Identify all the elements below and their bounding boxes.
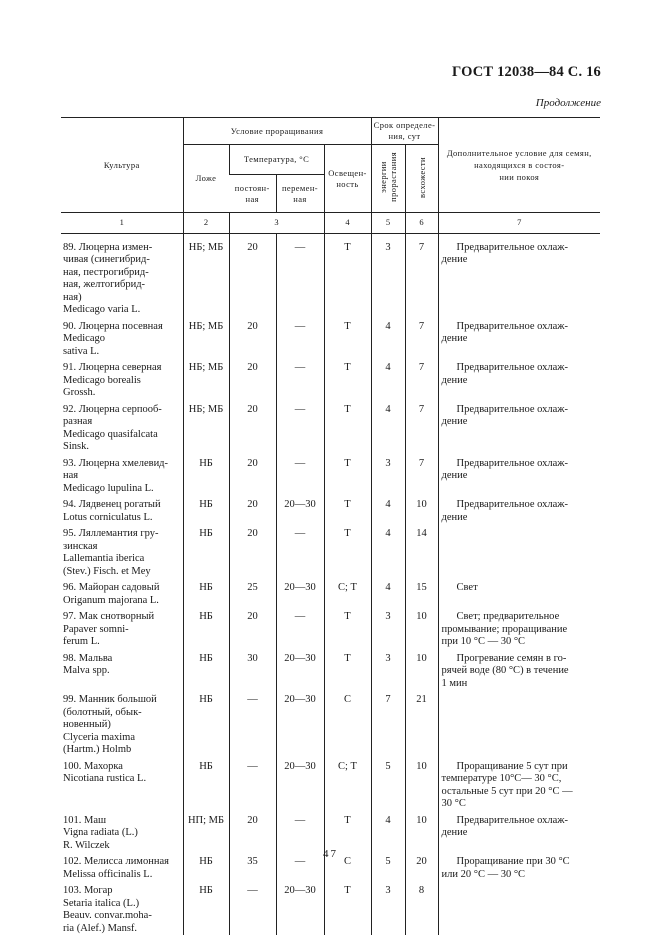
- note-line: дение: [441, 511, 468, 523]
- germination-cell: 8: [405, 881, 438, 935]
- culture-line: Medicago borealis: [63, 374, 141, 386]
- energy-cell: 3: [371, 649, 405, 691]
- alternating-cell: 20—30: [276, 757, 324, 811]
- alternating-cell: 20—30: [276, 881, 324, 935]
- alternating-cell: 20—30: [276, 578, 324, 607]
- culture-line: Medicago lupulina L.: [63, 482, 154, 494]
- header-conditions: Условие проращивания: [183, 118, 371, 145]
- culture-line: ria (Alef.) Mansf.: [63, 922, 138, 934]
- culture-line: Origanum majorana L.: [63, 594, 159, 606]
- note-line: Предварительное охлаж-: [456, 241, 569, 253]
- germination-cell: 14: [405, 524, 438, 578]
- culture-line: Grossh.: [63, 387, 96, 398]
- table-row: [61, 607, 600, 649]
- constant-cell: 20: [229, 454, 276, 496]
- alternating-cell: —: [276, 852, 324, 881]
- culture-line: Lotus corniculatus L.: [63, 511, 153, 523]
- bed-cell: НБ; МБ: [183, 317, 229, 359]
- note-line: Проращивание 5 сут при: [456, 760, 568, 772]
- culture-line: Malva spp.: [63, 665, 110, 676]
- note-line: Предварительное охлаж-: [456, 362, 569, 373]
- constant-cell: —: [229, 881, 276, 935]
- lighting-cell: Т: [324, 400, 371, 454]
- lighting-cell: Т: [324, 454, 371, 496]
- culture-line: Medicago quasifalcata: [63, 428, 158, 440]
- culture-line: 98. Мальва: [63, 652, 113, 664]
- note-line: температуре 10°С— 30 °С,: [441, 773, 562, 784]
- germination-cell: 7: [405, 233, 438, 317]
- culture-line: Medicago: [63, 333, 105, 344]
- energy-cell: 5: [371, 852, 405, 881]
- additional-condition-cell: [438, 233, 600, 317]
- energy-cell: 4: [371, 317, 405, 359]
- culture-line: ная, желтогибрид-: [63, 279, 146, 290]
- constant-cell: 20: [229, 358, 276, 400]
- bed-cell: НБ: [183, 881, 229, 935]
- bed-cell: НБ: [183, 852, 229, 881]
- bed-cell: НБ: [183, 454, 229, 496]
- constant-cell: 25: [229, 578, 276, 607]
- culture-cell: [61, 524, 183, 578]
- culture-line: 100. Махорка: [63, 760, 123, 772]
- column-number: 5: [371, 213, 405, 234]
- constant-cell: 20: [229, 317, 276, 359]
- culture-line: Lallemantia iberica: [63, 553, 145, 564]
- bed-cell: НБ: [183, 649, 229, 691]
- table-row: [61, 317, 600, 359]
- additional-condition-cell: [438, 881, 600, 935]
- culture-cell: [61, 317, 183, 359]
- culture-cell: [61, 495, 183, 524]
- additional-condition-cell: [438, 358, 600, 400]
- table-row: [61, 881, 600, 935]
- note-line: дение: [441, 470, 468, 481]
- lighting-cell: С; Т: [324, 757, 371, 811]
- additional-condition-cell: [438, 690, 600, 757]
- constant-cell: 20: [229, 811, 276, 853]
- culture-cell: [61, 690, 183, 757]
- header-term: Срок определе- ния, сут: [371, 118, 438, 145]
- energy-cell: 4: [371, 495, 405, 524]
- lighting-cell: С; Т: [324, 578, 371, 607]
- lighting-cell: Т: [324, 495, 371, 524]
- note-line: дение: [441, 374, 468, 386]
- culture-line: Nicotiana rustica L.: [63, 773, 147, 784]
- germination-cell: 7: [405, 400, 438, 454]
- constant-cell: —: [229, 690, 276, 757]
- table-row: [61, 757, 600, 811]
- alternating-cell: 20—30: [276, 649, 324, 691]
- note-line: Предварительное охлаж-: [456, 499, 569, 510]
- bed-cell: НБ: [183, 757, 229, 811]
- table-body: [61, 213, 600, 936]
- table-row: [61, 233, 600, 317]
- header-germination: [405, 145, 438, 213]
- culture-line: Clyceria maxima: [63, 731, 136, 743]
- header-culture: Культура: [61, 118, 183, 213]
- culture-cell: [61, 881, 183, 935]
- note-line: рячей воде (80 °С) в течение: [441, 665, 569, 676]
- table-row: [61, 495, 600, 524]
- constant-cell: —: [229, 757, 276, 811]
- culture-line: sativa L.: [63, 345, 100, 357]
- column-number: 1: [61, 213, 183, 234]
- table-row: [61, 524, 600, 578]
- note-line: или 20 °С — 30 °С: [441, 868, 526, 880]
- culture-cell: [61, 358, 183, 400]
- culture-line: 103. Могар: [63, 885, 113, 896]
- additional-condition-cell: [438, 649, 600, 691]
- note-line: Проращивание при 30 °С: [456, 856, 570, 867]
- culture-line: ная): [63, 291, 82, 303]
- energy-cell: 4: [371, 400, 405, 454]
- note-line: 30 °С: [441, 798, 466, 809]
- bed-cell: НБ: [183, 578, 229, 607]
- additional-condition-cell: [438, 524, 600, 578]
- additional-condition-cell: [438, 757, 600, 811]
- bed-cell: НБ; МБ: [183, 233, 229, 317]
- column-number: 6: [405, 213, 438, 234]
- bed-cell: НБ: [183, 495, 229, 524]
- germination-cell: 10: [405, 607, 438, 649]
- column-number: 4: [324, 213, 371, 234]
- culture-line: ная: [63, 470, 79, 481]
- germination-cell: 10: [405, 649, 438, 691]
- culture-line: 92. Люцерна серпооб-: [63, 403, 162, 415]
- note-line: остальные 5 сут при 20 °С —: [441, 785, 573, 797]
- energy-cell: 3: [371, 881, 405, 935]
- constant-cell: 35: [229, 852, 276, 881]
- lighting-cell: Т: [324, 607, 371, 649]
- constant-cell: 20: [229, 400, 276, 454]
- germination-cell: 20: [405, 852, 438, 881]
- energy-cell: 3: [371, 454, 405, 496]
- energy-cell: 4: [371, 524, 405, 578]
- lighting-cell: Т: [324, 317, 371, 359]
- culture-line: новенный): [63, 719, 111, 730]
- culture-line: 93. Люцерна хмелевид-: [63, 457, 169, 469]
- culture-cell: [61, 811, 183, 853]
- alternating-cell: —: [276, 607, 324, 649]
- constant-cell: 20: [229, 524, 276, 578]
- note-line: Предварительное охлаж-: [456, 457, 569, 469]
- culture-line: 95. Ляллемантия гру-: [63, 528, 159, 539]
- header-additional: Дополнительное условие для семян, находящихся в состоя- нии покоя: [438, 118, 600, 213]
- header-temperature: Температура, °С: [229, 145, 324, 175]
- culture-line: 94. Лядвенец рогатый: [63, 499, 161, 510]
- additional-condition-cell: [438, 400, 600, 454]
- note-line: Прогревание семян в го-: [456, 652, 567, 664]
- table-row: [61, 690, 600, 757]
- page-number: 47: [323, 848, 338, 860]
- alternating-cell: 20—30: [276, 690, 324, 757]
- culture-line: Medicago varia L.: [63, 304, 141, 315]
- energy-cell: 4: [371, 811, 405, 853]
- note-line: дение: [441, 254, 468, 265]
- culture-cell: [61, 649, 183, 691]
- culture-line: 96. Майоран садовый: [63, 582, 160, 593]
- alternating-cell: —: [276, 811, 324, 853]
- table-row: [61, 358, 600, 400]
- header-energy-text: энергии прорастания: [378, 152, 399, 202]
- germination-cell: 10: [405, 495, 438, 524]
- culture-cell: [61, 757, 183, 811]
- lighting-cell: Т: [324, 811, 371, 853]
- culture-line: 99. Манник большой: [63, 694, 157, 705]
- note-line: Предварительное охлаж-: [456, 814, 569, 826]
- additional-condition-cell: [438, 317, 600, 359]
- energy-cell: 3: [371, 607, 405, 649]
- lighting-cell: С: [324, 852, 371, 881]
- bed-cell: НБ: [183, 607, 229, 649]
- culture-line: (Stev.) Fisch. et Mey: [63, 565, 151, 577]
- culture-cell: [61, 233, 183, 317]
- lighting-cell: Т: [324, 649, 371, 691]
- note-line: 1 мин: [441, 677, 468, 689]
- lighting-cell: Т: [324, 881, 371, 935]
- note-line: дение: [441, 827, 468, 838]
- culture-line: 101. Маш: [63, 814, 107, 826]
- energy-cell: 4: [371, 358, 405, 400]
- culture-line: чивая (синегибрид-: [63, 254, 150, 265]
- lighting-cell: Т: [324, 358, 371, 400]
- culture-line: ferum L.: [63, 636, 100, 647]
- culture-cell: [61, 400, 183, 454]
- header-alternating: перемен- ная: [276, 175, 324, 213]
- culture-line: 97. Мак снотворный: [63, 611, 155, 622]
- alternating-cell: —: [276, 454, 324, 496]
- germination-cell: 15: [405, 578, 438, 607]
- additional-condition-cell: [438, 607, 600, 649]
- energy-cell: 3: [371, 233, 405, 317]
- lighting-cell: Т: [324, 233, 371, 317]
- germination-cell: 10: [405, 811, 438, 853]
- culture-line: (Hartm.) Holmb: [63, 744, 132, 755]
- note-line: Свет: [456, 582, 478, 593]
- column-number: 7: [438, 213, 600, 234]
- additional-condition-cell: [438, 495, 600, 524]
- alternating-cell: —: [276, 524, 324, 578]
- table-row: [61, 454, 600, 496]
- additional-condition-cell: [438, 811, 600, 853]
- note-line: дение: [441, 416, 468, 427]
- additional-condition-cell: [438, 578, 600, 607]
- germination-cell: 7: [405, 454, 438, 496]
- note-line: Предварительное охлаж-: [456, 320, 569, 332]
- column-number: 2: [183, 213, 229, 234]
- alternating-cell: —: [276, 400, 324, 454]
- alternating-cell: —: [276, 233, 324, 317]
- culture-line: Vigna radiata (L.): [63, 827, 138, 838]
- constant-cell: 20: [229, 233, 276, 317]
- culture-line: 90. Люцерна посевная: [63, 320, 163, 332]
- culture-line: Beauv. convar.moha-: [63, 910, 152, 921]
- culture-cell: [61, 607, 183, 649]
- constant-cell: 20: [229, 607, 276, 649]
- table-row: [61, 649, 600, 691]
- table-row: [61, 811, 600, 853]
- culture-line: ная, пестрогибрид-: [63, 266, 149, 278]
- header-constant: постоян- ная: [229, 175, 276, 213]
- culture-line: Papaver somni-: [63, 623, 129, 635]
- energy-cell: 7: [371, 690, 405, 757]
- constant-cell: 20: [229, 495, 276, 524]
- lighting-cell: Т: [324, 524, 371, 578]
- note-line: промывание; проращивание: [441, 623, 568, 635]
- bed-cell: НБ; МБ: [183, 400, 229, 454]
- note-line: Предварительное охлаж-: [456, 403, 569, 415]
- germination-cell: 21: [405, 690, 438, 757]
- culture-line: (болотный, обык-: [63, 706, 142, 718]
- energy-cell: 4: [371, 578, 405, 607]
- alternating-cell: —: [276, 358, 324, 400]
- germination-cell: 7: [405, 358, 438, 400]
- header-energy: [371, 145, 405, 213]
- header-lighting: Освещен- ность: [324, 145, 371, 213]
- additional-condition-cell: [438, 454, 600, 496]
- germination-conditions-table: [61, 117, 600, 935]
- bed-cell: НП; МБ: [183, 811, 229, 853]
- table-row: [61, 400, 600, 454]
- culture-line: 102. Мелисса лимонная: [63, 856, 169, 867]
- culture-cell: [61, 454, 183, 496]
- culture-line: разная: [63, 416, 93, 427]
- culture-line: зинская: [63, 540, 98, 552]
- culture-line: Setaria italica (L.): [63, 897, 140, 909]
- column-number-row: [61, 213, 600, 234]
- alternating-cell: 20—30: [276, 495, 324, 524]
- lighting-cell: С: [324, 690, 371, 757]
- note-line: при 10 °С — 30 °С: [441, 636, 526, 647]
- document-title: ГОСТ 12038—84 С. 16: [452, 64, 601, 80]
- bed-cell: НБ: [183, 690, 229, 757]
- culture-line: 89. Люцерна измен-: [63, 241, 153, 253]
- culture-line: R. Wilczek: [63, 839, 110, 851]
- bed-cell: НБ: [183, 524, 229, 578]
- culture-line: Sinsk.: [63, 441, 89, 452]
- culture-line: Melissa officinalis L.: [63, 868, 153, 880]
- alternating-cell: —: [276, 317, 324, 359]
- note-line: Свет; предварительное: [456, 611, 560, 622]
- continuation-label: Продолжение: [535, 97, 601, 109]
- column-number: 3: [229, 213, 324, 234]
- germination-cell: 7: [405, 317, 438, 359]
- culture-line: 91. Люцерна северная: [63, 362, 162, 373]
- header-bed: Ложе: [183, 145, 229, 213]
- germination-cell: 10: [405, 757, 438, 811]
- culture-cell: [61, 578, 183, 607]
- header-germination-text: всхожести: [416, 156, 427, 198]
- energy-cell: 5: [371, 757, 405, 811]
- note-line: дение: [441, 333, 468, 344]
- bed-cell: НБ; МБ: [183, 358, 229, 400]
- table-row: [61, 578, 600, 607]
- constant-cell: 30: [229, 649, 276, 691]
